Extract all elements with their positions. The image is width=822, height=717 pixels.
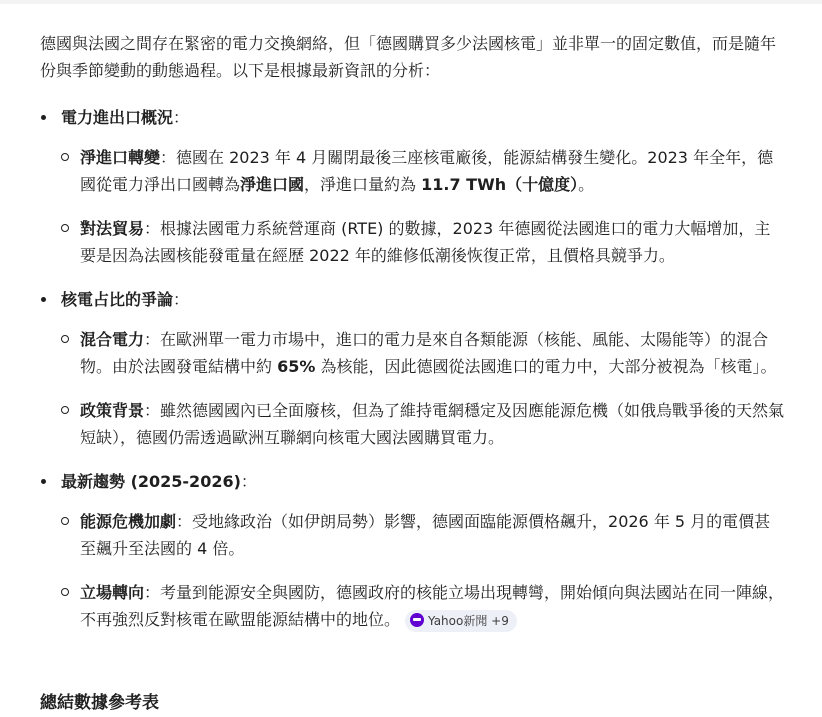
item-label: 混合電力 (80, 330, 145, 349)
item-label: 能源危機加劇 (80, 512, 177, 531)
section-list (40, 104, 785, 633)
item-label: 政策背景 (80, 401, 145, 420)
summary-heading: 總結數據參考表 (40, 693, 159, 713)
section-heading: 最新趨勢 (2025-2026)： (61, 472, 257, 491)
list-item: 淨進口轉變：德國在 2023 年 4 月關閉最後三座核電廠後，能源結構發生變化。2023 年全年，德國從電力淨出口國轉為淨進口國，淨進口量約為 11.7 TWh（十億度）。 (61, 144, 785, 198)
section-title: 核電占比的爭論 (61, 290, 174, 309)
source-chip[interactable] (405, 610, 517, 632)
intro-paragraph: 德國與法國之間存在緊密的電力交換網絡，但「德國購買多少法國核電」並非單一的固定數值，而是隨年份與季節變動的動態過程。以下是根據最新資訊的分析： (40, 34, 777, 80)
list-item: 對法貿易：根據法國電力系統營運商 (RTE) 的數據，2023 年德國從法國進口的電力大幅增加，主要是因為法國核能發電量在經歷 2022 年的維修低潮後恢復正常，且價格具競爭力。 (61, 215, 785, 269)
list-item: 混合電力：在歐洲單一電力市場中，進口的電力是來自各類能源（核能、風能、太陽能等）的混合物。由於法國發電結構中約 65% 為核能，因此德國從法國進口的電力中，大部分被視為「核電」。 (61, 326, 785, 380)
subitem-list (61, 144, 785, 269)
section-title: 最新趨勢 (2025-2026) (61, 472, 241, 491)
section-import-export (40, 104, 785, 269)
section-nuclear-share (40, 286, 785, 451)
list-item: 能源危機加劇：受地緣政治（如伊朗局勢）影響，德國面臨能源價格飆升，2026 年 5 月的電價甚至飆升至法國的 4 倍。 (61, 508, 785, 562)
section-heading: 電力進出口概況： (61, 108, 190, 127)
section-heading: 核電占比的爭論： (61, 290, 190, 309)
source-chip-label: Yahoo新聞 +9 (428, 613, 509, 628)
subitem-list (61, 508, 785, 633)
list-item: 立場轉向：考量到能源安全與國防，德國政府的核能立場出現轉彎，開始傾向與法國站在同一陣線，不再強烈反對核電在歐盟能源結構中的地位。 Yahoo新聞 +9 (61, 579, 785, 633)
item-label: 對法貿易 (80, 219, 145, 238)
section-title: 電力進出口概況 (61, 108, 174, 127)
list-item: 政策背景：雖然德國國內已全面廢核，但為了維持電網穩定及因應能源危機（如俄烏戰爭後的天然氣短缺），德國仍需透過歐洲互聯網向核電大國法國購買電力。 (61, 397, 785, 451)
top-divider (0, 0, 822, 4)
yahoo-icon (410, 613, 424, 627)
item-label: 淨進口轉變 (80, 148, 161, 167)
subitem-list (61, 326, 785, 451)
response-body (40, 30, 785, 650)
section-latest-trends (40, 468, 785, 633)
item-label: 立場轉向 (80, 583, 145, 602)
